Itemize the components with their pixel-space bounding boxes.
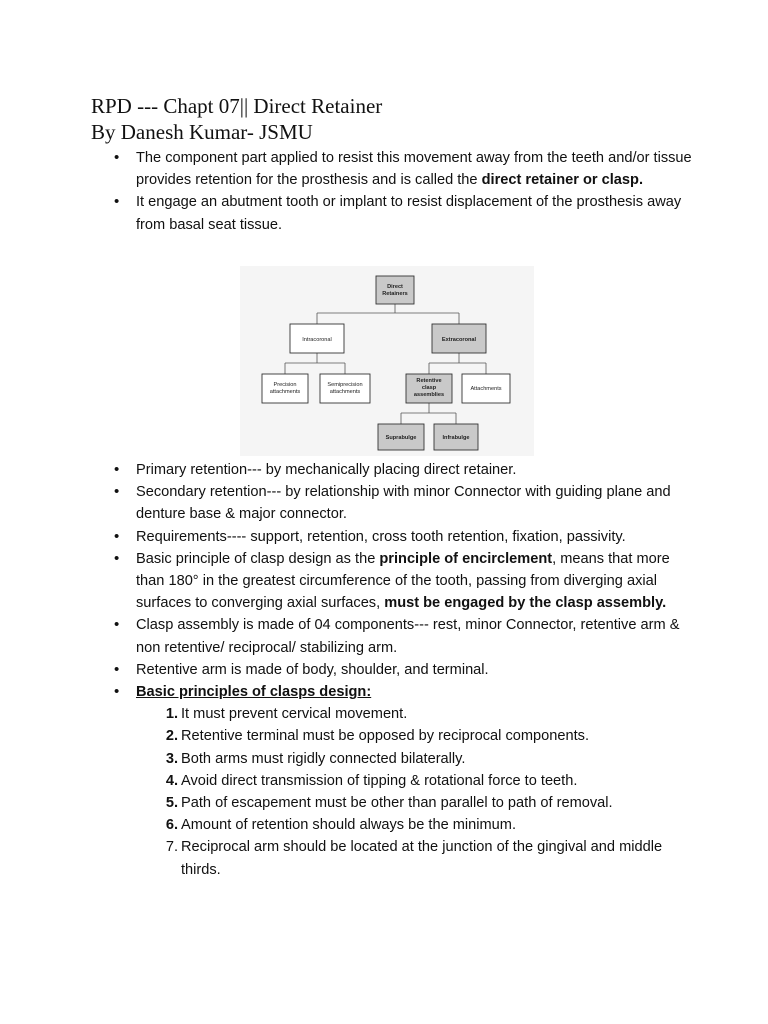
list-number: 5.	[165, 795, 178, 812]
svg-text:Retainers: Retainers	[382, 291, 408, 297]
bullet-principles-heading	[114, 681, 694, 703]
svg-text:Precision: Precision	[273, 382, 297, 388]
list-item	[114, 792, 694, 814]
node-retentive-clasp-assemblies	[406, 374, 452, 403]
list-item-text: Both arms must rigidly connected bilaterally.	[181, 750, 466, 767]
node-extracoronal	[432, 324, 486, 353]
principles-numbered-list	[114, 703, 694, 881]
list-item	[114, 703, 694, 725]
list-number: 3.	[165, 750, 178, 767]
intro-bullet-list	[114, 147, 694, 236]
list-number: 2.	[165, 728, 178, 745]
list-item	[114, 814, 694, 836]
bullet-principle-of-encirclement	[114, 548, 694, 615]
document-title	[91, 93, 382, 145]
title-line-1: RPD --- Chapt 07|| Direct Retainer	[91, 94, 383, 118]
node-infrabulge	[434, 424, 478, 450]
bullet-clasp-assembly: • Clasp assembly is made of 04 components--- rest, minor Connector, retentive arm & non retentive/ reciprocal/ stabilizing arm.	[114, 614, 694, 658]
bullet-primary-retention: • Primary retention--- by mechanically placing direct retainer.	[114, 459, 694, 481]
bullet-abutment: • It engage an abutment tooth or implant to resist displacement of the prosthesis away from basal seat tissue.	[114, 191, 694, 235]
svg-text:Extracoronal: Extracoronal	[441, 337, 477, 343]
node-attachments	[462, 374, 510, 403]
svg-text:Retentive: Retentive	[416, 378, 442, 384]
svg-text:Attachments: Attachments	[470, 386, 502, 392]
bullet-text: The component part applied to resist this movement away from the teeth and/or tissue provides retention for the prosthesis and is called the	[136, 150, 692, 189]
list-item-text: Amount of retention should always be the minimum.	[181, 817, 517, 834]
svg-text:Infrabulge: Infrabulge	[442, 435, 470, 441]
bullet-text: , means that more than 180° in the greatest circumference of the tooth, passing from diverging axial surfaces to converging axial surfaces,	[136, 550, 670, 612]
svg-text:Intracoronal: Intracoronal	[302, 337, 332, 343]
direct-retainer-flowchart	[240, 266, 534, 456]
list-number: 4.	[165, 772, 178, 789]
svg-text:Direct: Direct	[387, 284, 403, 290]
node-suprabulge	[378, 424, 424, 450]
section-heading: Basic principles of clasps design:	[136, 684, 372, 701]
title-line-2: By Danesh Kumar- JSMU	[91, 120, 313, 144]
list-number: 1.	[165, 706, 178, 723]
bullet-bold-text: must be engaged by the clasp assembly.	[384, 595, 667, 612]
bullet-bold-text: principle of encirclement	[379, 550, 553, 567]
node-precision-attachments	[262, 374, 308, 403]
bullet-direct-retainer-definition	[114, 147, 694, 191]
list-number: 7.	[165, 839, 178, 856]
list-item-text: Reciprocal arm should be located at the junction of the gingival and middle thirds.	[181, 839, 663, 878]
bullet-bold-text: direct retainer or clasp.	[481, 172, 644, 189]
bullet-retentive-arm: • Retentive arm is made of body, shoulder, and terminal.	[114, 659, 694, 681]
list-item	[114, 748, 694, 770]
main-bullet-list	[114, 459, 694, 881]
bullet-text: Basic principle of clasp design as the	[136, 550, 380, 567]
svg-text:attachments: attachments	[269, 389, 301, 395]
bullet-requirements: • Requirements---- support, retention, cross tooth retention, fixation, passivity.	[114, 526, 694, 548]
svg-text:assemblies: assemblies	[413, 392, 445, 398]
list-item-text: Path of escapement must be other than parallel to path of removal.	[181, 795, 613, 812]
list-item-text: Avoid direct transmission of tipping & rotational force to teeth.	[181, 772, 578, 789]
flowchart-svg	[240, 266, 534, 456]
bullet-secondary-retention: • Secondary retention--- by relationship with minor Connector with guiding plane and denture base & major connector.	[114, 481, 694, 525]
node-intracoronal	[290, 324, 344, 353]
list-item	[114, 725, 694, 747]
svg-text:attachments: attachments	[329, 389, 361, 395]
list-item-text: It must prevent cervical movement.	[181, 706, 408, 723]
node-direct-retainers	[376, 276, 414, 304]
svg-text:Suprabulge: Suprabulge	[385, 435, 417, 441]
node-semiprecision-attachments	[320, 374, 370, 403]
list-item	[114, 770, 694, 792]
list-item-text: Retentive terminal must be opposed by reciprocal components.	[181, 728, 590, 745]
flowchart-connectors	[285, 304, 486, 424]
svg-text:Semiprecision: Semiprecision	[327, 382, 363, 388]
svg-text:clasp: clasp	[421, 385, 437, 391]
list-item	[114, 836, 694, 880]
list-number: 6.	[165, 817, 178, 834]
